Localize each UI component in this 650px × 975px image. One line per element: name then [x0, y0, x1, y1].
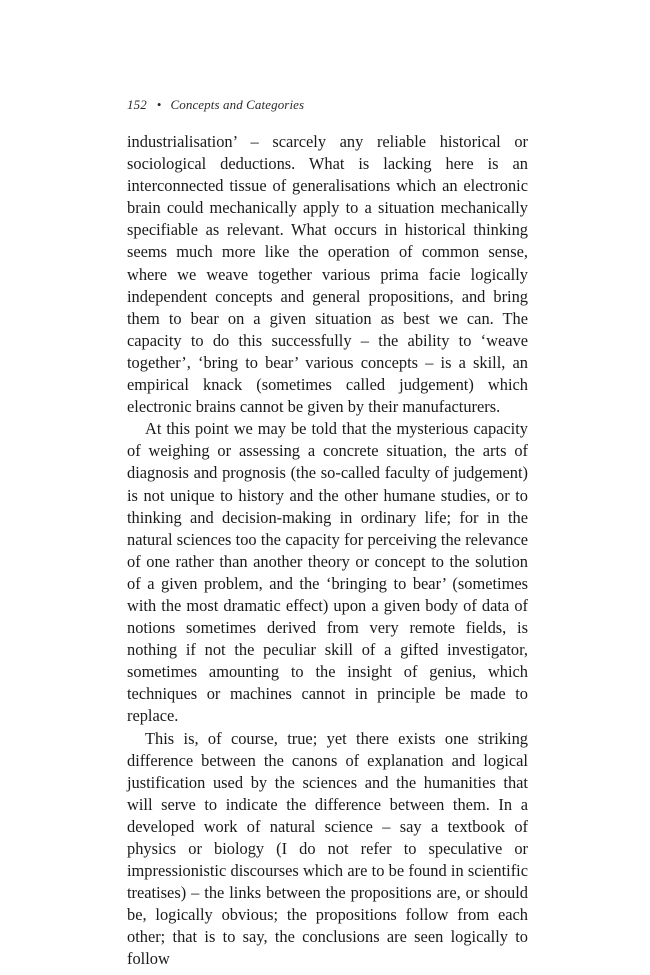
paragraph: At this point we may be told that the mysterious capacity of weighing or assessing a concrete situation, the arts of diagnosis and prognosis (the so-called faculty of judgement) is not unique to history and the other humane studies, or to thinking and decision-making in ordinary life; for in the natural sciences too the capacity for perceiving the relevance of one rather than another theory or concept to the solution of a given problem, and the ‘bringing to bear’ (sometimes with the most dramatic effect) upon a given body of data of notions sometimes derived from very remote fields, is nothing if not the peculiar skill of a gifted investigator, sometimes amounting to the insight of genius, which techniques or machines cannot in principle be made to replace.	[127, 419, 528, 726]
running-head	[127, 97, 304, 113]
paragraph-continued: industrialisation’ – scarcely any reliable historical or sociological deductions. What is lacking here is an interconnected tissue of generalisations which an electronic brain could mechanically apply to a situation mechanically specifiable as relevant. What occurs in historical thinking seems much more like the operation of common sense, where we weave together various prima facie logically independent concepts and general propositions, and bring them to bear on a given situation as best we can. The capacity to do this successfully – the ability to ‘weave together’, ‘bring to bear’ various concepts – is a skill, an empirical knack (sometimes called judgement) which electronic brains cannot be given by their manufacturers.	[127, 132, 528, 417]
paragraph: This is, of course, true; yet there exists one striking difference between the canons of explanation and logical justification used by the sciences and the humanities that will serve to indicate the difference between them. In a developed work of natural science – say a textbook of physics or biology (I do not refer to speculative or impressionistic discourses which are to be found in scientific treatises) – the links between the propositions are, or should be, logically obvious; the propositions follow from each other; that is to say, the conclusions are seen logically to follow	[127, 728, 528, 969]
page-number: 152	[127, 97, 147, 112]
running-head-separator: •	[156, 97, 162, 112]
running-head-title: Concepts and Categories	[170, 97, 305, 112]
body-text	[127, 131, 528, 971]
